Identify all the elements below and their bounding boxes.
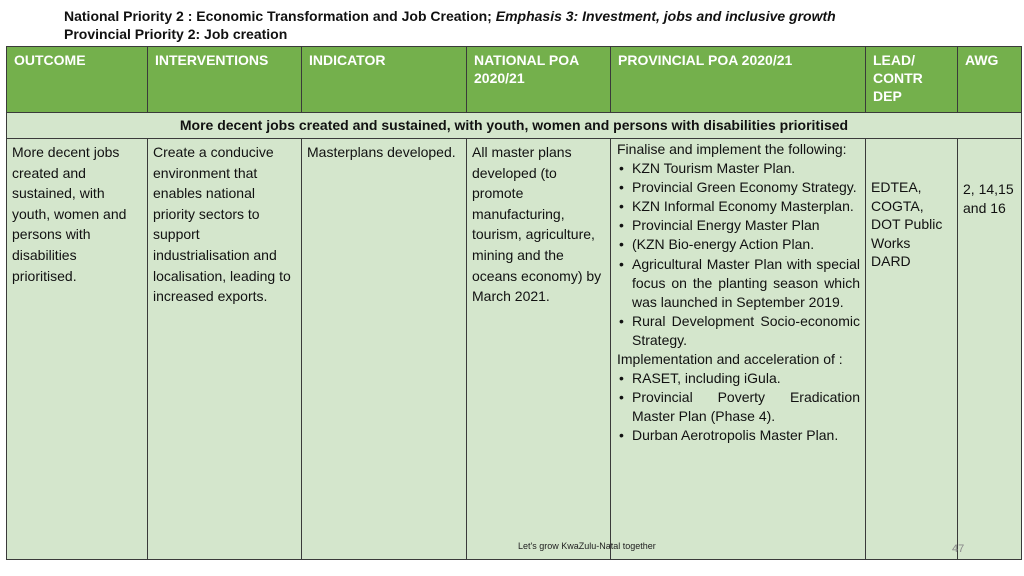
list-item: • (KZN Bio-energy Action Plan. <box>617 235 860 254</box>
list-item: • Provincial Green Economy Strategy. <box>617 178 860 197</box>
provincial-list-2 <box>617 369 860 445</box>
header-provincial-poa: PROVINCIAL POA 2020/21 <box>611 47 866 113</box>
title-emphasis: Emphasis 3: Investment, jobs and inclusive growth <box>495 8 836 24</box>
page-title <box>64 7 836 43</box>
table-row <box>7 139 1022 560</box>
cell-lead: EDTEA, COGTA, DOT Public Works DARD <box>866 139 958 560</box>
provincial-intro: Finalise and implement the following: <box>617 141 847 157</box>
list-item: • Agricultural Master Plan with special focus on the planting season which was launched in September 2019. <box>617 255 860 312</box>
title-line-1 <box>64 7 836 25</box>
cell-outcome: More decent jobs created and sustained, with youth, women and persons with disabilities prioritised. <box>7 139 148 560</box>
list-item: • Rural Development Socio-economic Strategy. <box>617 312 860 350</box>
poa-table <box>6 46 1022 560</box>
provincial-intro-2: Implementation and acceleration of : <box>617 351 843 368</box>
header-lead: LEAD/ CONTR DEP <box>866 47 958 113</box>
cell-awg: 2, 14,15 and 16 <box>958 139 1022 560</box>
page-number: 47 <box>952 543 965 555</box>
banner-row <box>7 113 1022 139</box>
cell-national-poa: All master plans developed (to promote manufacturing, tourism, agriculture, mining and the oceans economy) by March 2021. <box>467 139 611 560</box>
outcome-banner: More decent jobs created and sustained, with youth, women and persons with disabilities prioritised <box>7 113 1022 139</box>
header-national-poa: NATIONAL POA 2020/21 <box>467 47 611 113</box>
list-item: • KZN Informal Economy Masterplan. <box>617 197 860 216</box>
footer-tagline: Let's grow KwaZulu-Natal together <box>518 541 656 551</box>
provincial-list-1 <box>617 159 860 350</box>
list-item: • Provincial Energy Master Plan <box>617 216 860 235</box>
header-outcome: OUTCOME <box>7 47 148 113</box>
header-interventions: INTERVENTIONS <box>148 47 302 113</box>
header-indicator: INDICATOR <box>302 47 467 113</box>
header-row <box>7 47 1022 113</box>
cell-provincial-poa <box>611 139 866 560</box>
cell-indicator: Masterplans developed. <box>302 139 467 560</box>
list-item: • RASET, including iGula. <box>617 369 860 388</box>
title-priority: National Priority 2 : Economic Transformation and Job Creation; <box>64 8 496 24</box>
list-item: • Durban Aerotropolis Master Plan. <box>617 426 860 445</box>
cell-interventions: Create a conducive environment that enables national priority sectors to support industrialisation and localisation, leading to increased exports. <box>148 139 302 560</box>
title-line-2: Provincial Priority 2: Job creation <box>64 26 288 42</box>
list-item: • Provincial Poverty Eradication Master Plan (Phase 4). <box>617 388 860 426</box>
header-awg: AWG <box>958 47 1022 113</box>
list-item: • KZN Tourism Master Plan. <box>617 159 860 178</box>
